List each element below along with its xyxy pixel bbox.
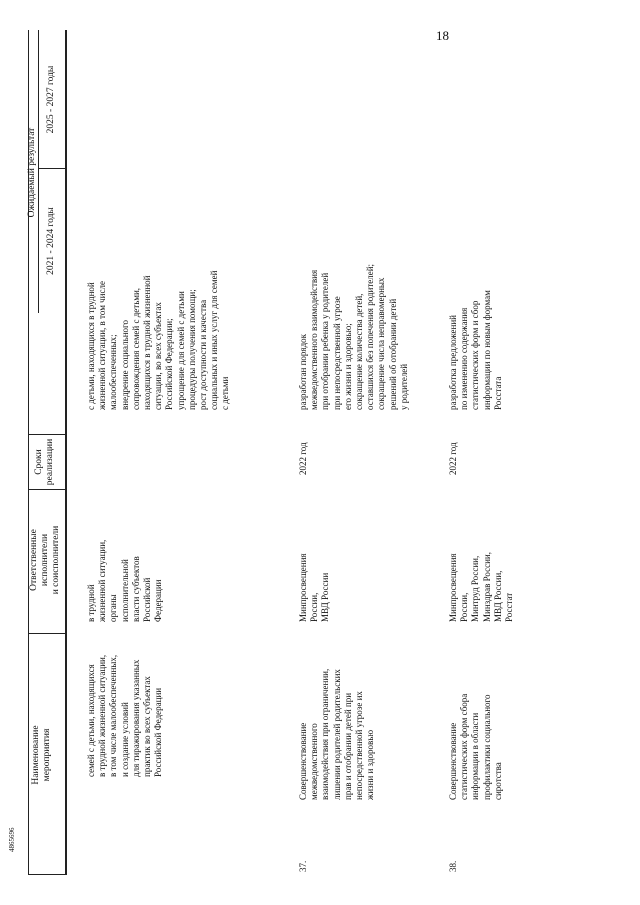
document-id: 4865696 <box>8 827 16 852</box>
row-38-deadline: 2022 год <box>448 442 458 475</box>
row-37-deadline: 2022 год <box>298 442 308 475</box>
row-1-executors: в трудной жизненной ситуации, органы исполнительной власти субъектов Российской Федерации <box>86 539 164 622</box>
rotated-table <box>28 30 613 875</box>
header-deadline: Сроки реализации <box>34 438 55 486</box>
row-38-number: 38. <box>448 860 458 872</box>
header-divider-thick <box>65 30 66 875</box>
col-border-2 <box>28 489 66 490</box>
header-executors: Ответственные исполнители и соисполнители <box>29 525 61 595</box>
col-border-0 <box>28 874 66 875</box>
header-divider <box>66 30 67 875</box>
row-37-executors: Минпросвещения России, МВД России <box>298 553 331 622</box>
col-border-3 <box>28 434 66 435</box>
col-border-1 <box>28 633 66 634</box>
row-37-number: 37. <box>298 860 308 872</box>
expected-subdivider <box>38 30 39 313</box>
row-1-result-1: с детьми, находящихся в трудной жизненной ситуации, в том числе малообеспеченных; внедрение социального сопровождения семей с детьми, находящихся в трудной жизненной ситуации, во всех субъектах Российской Федерации; упрощение для семей с детьми процедуры получения помощи; рост доступности и качества социальных и иных услуг для семей с детьми <box>86 270 231 410</box>
header-expected: Ожидаемый результат <box>27 127 37 218</box>
header-period-1: 2021 - 2024 годы <box>46 207 56 275</box>
header-name: Наименование мероприятия <box>31 725 52 785</box>
row-38-name: Совершенствование статистических форм сбора информации в области профилактики социального сиротства <box>448 693 503 800</box>
header-period-2: 2025 - 2027 годы <box>46 65 56 134</box>
row-37-name: Совершенствование межведомственного взаимодействия при ограничении, лишении родителей родительских прав и отобрании детей при непосредственной угрозе их жизни и здоровью <box>298 668 376 800</box>
row-1-name: семей с детьми, находящихся в трудной жизненной ситуации, в том числе малообеспеченных, и создание условий для тиражирования указанных практик во всех субъектах Российской Федерации <box>86 654 164 777</box>
row-37-result-1: разработан порядок межведомственного взаимодействия при отобрании ребенка у родителей при непосредственной угрозе его жизни и здоровью; сокращение количества детей, оставшихся без попечения родителей; сокращение числа неправомерных решений об отобрании детей у родителей <box>298 263 409 410</box>
row-38-result-1: разработка предложений по изменению содержания статистических форм и сбор информации по новым формам Росстата <box>448 290 503 410</box>
page-number: 18 <box>436 28 449 43</box>
row-38-executors: Минпросвещения России, Минтруд России, Минздрав России, МВД России, Росстат <box>448 552 515 622</box>
